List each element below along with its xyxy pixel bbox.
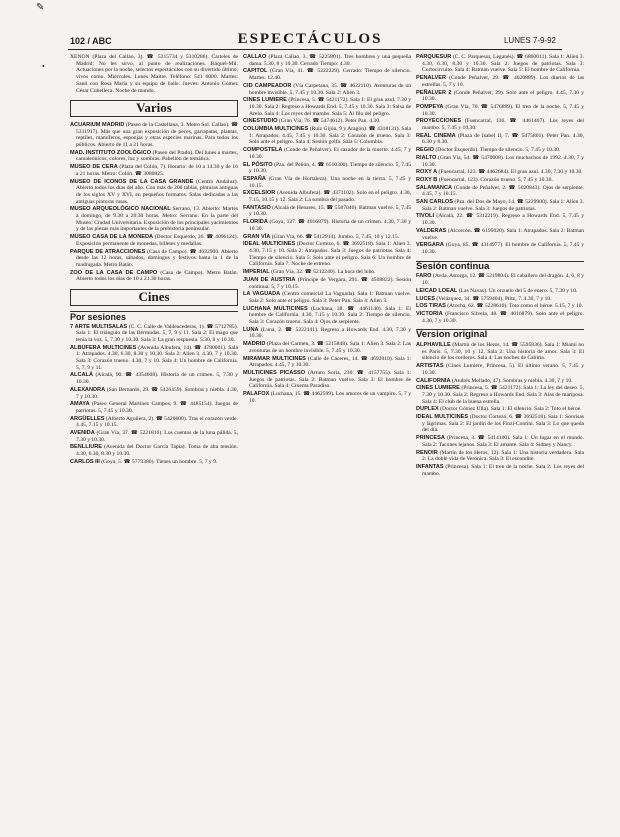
listing-details: (Gran Vía, 54. ☎ 5470008). Los muchachos de 1992. 4.30, 7 y 10.30. [422, 154, 584, 168]
listing-entry [70, 372, 238, 385]
cines-list-3 [416, 54, 584, 256]
listing-entry [416, 54, 584, 74]
listing-entry [416, 311, 584, 324]
listing-name: VICTORIA [416, 310, 443, 317]
listing-entry [70, 459, 238, 466]
listing-entry [416, 75, 584, 88]
listing-entry [416, 464, 584, 477]
listing-details: (Doctor Esquerdo). Tiempo de silencio. 5, 7.45 y 10.30. [435, 147, 561, 154]
listing-name: CINESTUDIO [243, 118, 278, 125]
listing-name: REAL CINEMA [416, 132, 456, 139]
listing-entry [243, 147, 411, 160]
listing-details: (Alcalá de Henares, 15. ☎ 5587040). Batman vuelve. 5, 7.45 y 10.30. [249, 204, 411, 218]
listing-entry [416, 406, 584, 413]
listing-name: LOS TIRAS [416, 303, 446, 310]
listing-entry [416, 147, 584, 154]
listing-details: (Plaza del Colón, 7). Horario: de 10 a 14.30 y de 16 a 21 horas. Metro: Colón. ☎ 3080825. [76, 164, 238, 177]
listing-details: Serrano, 13. Abierto: Martes a domingo, de 9.30 a 20.30 horas. Metro: Serrano. En la parte del Museo: Ciudad Universitaria. Exposición de los principales yacimientos y de las piezas más importantes de la prehistoria peninsular. [76, 206, 238, 233]
listing-name: JUAN DE AUSTRIA [243, 276, 296, 283]
listing-entry [70, 206, 238, 233]
original-list [416, 342, 584, 477]
listing-details: (Alcalá, 90. ☎ 4354608). Historia de un crimen. 5, 7.30 y 10.30. [76, 372, 238, 386]
listing-details: (Plaza de Isabel II, 7. ☎ 5475801). Peter Pan. 4.30, 6.30 y 8.30. [422, 132, 584, 146]
listing-entry [416, 414, 584, 434]
page-number: 102 / ABC [70, 36, 112, 46]
listing-name: PEÑALVER 2 [416, 89, 452, 96]
listing-name: CAPITOL [243, 68, 268, 75]
listing-details: (Centro Andaluz). Abierto todos los días del año. Con más de 200 tablas, pinturas antiguas de los siglos XV y XVI, en pequeños formatos. Salas dedicadas a las antiguas pinturas rusas. [76, 178, 238, 205]
listing-name: LUCES [416, 295, 435, 302]
listing-name: POMPEYA [416, 103, 444, 110]
listing-entry [243, 97, 411, 117]
cines-list-1 [70, 324, 238, 466]
listing-details: (Gran Vía, 70. ☎ 5476899). El tren de la noche. 5, 7.45 y 10.30. [422, 103, 584, 117]
listing-entry [416, 199, 584, 212]
listing-entry [416, 385, 584, 405]
listing-name: LUCHANA MULTICINES [243, 305, 308, 312]
listing-name: COLUMBIA MULTICINES [243, 126, 309, 133]
listing-name: IDEAL MULTICINES [243, 241, 296, 248]
listing-name: MADRID [243, 341, 266, 348]
listing-name: MAD. INSTITUTO ZOOLÓGICO [70, 149, 152, 156]
column-1 [70, 54, 238, 467]
listing-entry [70, 387, 238, 400]
listing-entry [243, 391, 411, 404]
listing-details: (Gran Vía, 66. ☎ 5412914). Jumbo. 5, 7.45, 10 y 12.15. [271, 233, 400, 240]
listing-details: (Princesa, 3. ☎ 5414100). Sala 1: Un lugar en el mundo. Sala 2: Tacones lejanos. Sala 3: El amante. Sala 4: Sidney y Nancy. [422, 435, 585, 448]
listing-details: (Gran Vía de Hortaleza). Una noche en la tierra. 5, 7.45 y 10.15. [249, 175, 411, 189]
listing-entry [243, 54, 411, 67]
listing-name: REGIO [416, 147, 435, 154]
listing-name: EXCELSIOR [243, 190, 276, 197]
listing-details: (Pza. del Dos de Mayo, 14. ☎ 5229900). Sala 1: Alien 3. Sala 2: Batman vuelve. Sala 3: Juegos de patriotas. [422, 199, 584, 212]
listing-details: (Conde Peñalver, 29). Solo ante el peligro. 4.45, 7.30 y 10.30. [422, 89, 584, 103]
listing-entry [416, 363, 584, 376]
listing-name: ROXY B [416, 176, 438, 183]
listing-details: (C. C. Parquesur, Leganés). ☎ 6860011). Sala 1: Alien 3. 4.30, 6.30, 8.30 y 10.30. Sala 2: Juegos de patriotas. Sala 3: Cortocircuito. Sala 4: Batman vuelve. Sala 5: El hombre de California. [422, 54, 584, 74]
listing-name: CARLOS III [70, 458, 100, 465]
listing-name: CINES LUMIERE [243, 97, 287, 104]
listing-details: (Princesa, 5. ☎ 5421172). Sala 1: La ley del deseo. 5, 7.30 y 10.30. Sala 2: Regreso a Howards End. Sala 3: Alas de mariposa. Sala 4: El club de la buena estrella. [422, 385, 584, 405]
listing-entry [243, 68, 411, 81]
cines-heading: Cines [70, 289, 238, 306]
listing-details: (Fuencarral, 123. ☎ 4462684). El gran azul. 4.30, 7.30 y 10.30. [438, 169, 583, 176]
listing-entry [416, 228, 584, 241]
listing-details: (Atocha, 62. ☎ 5228610). Toto como el héroe. 5.15, 7 y 10. [447, 303, 583, 310]
listing-entry [243, 176, 411, 189]
listing-details: (Gran Vía, 32. ☎ 5212240). La hora del lobo. [271, 269, 376, 276]
listing-name: COMPOSTELA [243, 147, 283, 154]
listing-entry [243, 118, 411, 125]
listing-entry [416, 242, 584, 255]
listing-entry [416, 342, 584, 362]
listing-details: (Pza. del Peñón, 4. ☎ 6510300). Tiempo de silencio. 5, 7.45 y 10.30. [249, 161, 411, 175]
listing-name: PROYECCIONES [416, 118, 462, 125]
listing-entry [243, 269, 411, 276]
listing-entry [243, 234, 411, 241]
listing-name: MUSEO DE ICONOS DE LA CASA GRANDE [70, 178, 194, 185]
column-2 [243, 54, 411, 405]
listing-name: PENALVER [416, 75, 447, 82]
listing-details: (Arturo Soria, 230. ☎ 4157755). Sala 1: Juegos de patriotas. Sala 2: Batman vuelve. Sala 3: El hombre de California. Sala 4: Cinema Paradiso. [249, 369, 412, 390]
listing-entry [416, 169, 584, 176]
listing-name: CALLAO [243, 54, 267, 60]
listing-name: 7 ARTE MULTISALAS [70, 323, 128, 330]
listing-name: ALBUFERA MULTICINES [70, 344, 137, 351]
listing-name: ROXY A [416, 169, 438, 176]
listing-details: (Goya, 127. ☎ 4016879). Historia de un crimen. 4.30, 7.30 y 10.30. [249, 219, 411, 232]
listing-name: CALIFORNIA [416, 377, 451, 384]
listing-name: ZOO DE LA CASA DE CAMPO [70, 269, 158, 276]
listing-entry [416, 213, 584, 226]
listing-name: MULTICINES PICASSO [243, 369, 306, 376]
listing-details: (Doctor Cortezo, 6. ☎ 3692518). Sala 1: Sonrisas y lágrimas. Sala 2: El jardín de los Finzi-Contini. Sala 3: Lo que queda del día. [422, 414, 584, 434]
listing-details: (Alcorcón. ☎ 6195020). Sala 1: Atrapados. Sala 2: Batman vuelve. [422, 227, 584, 241]
listing-name: ARGÜELLES [70, 415, 105, 422]
listing-entry [70, 345, 238, 372]
listing-name: AMAYA [70, 401, 90, 408]
listing-details: (Avda. Astorga, 12. ☎ 5219804). El caballero del dragón. 4, 6, 8 y 10. [422, 273, 584, 287]
listing-entry [70, 234, 238, 247]
listing-name: FARO [416, 273, 432, 280]
listing-details: (Goya, 5. ☎ 5773380). Tienes un hombre. 5, 7 y 9. [101, 458, 218, 465]
listing-name: PARQUE DE ATRACCIONES [70, 248, 146, 255]
listing-name: PRINCESA [416, 435, 445, 442]
listing-entry [416, 296, 584, 303]
listing-details: (Vía Carpetana, 35. ☎ 4622110). Aventuras de un hombre invisible. 5, 7.45 y 10.30. Sala 2: Alien 3. [249, 82, 412, 96]
listing-entry [243, 370, 411, 390]
listing-entry [70, 179, 238, 206]
listing-entry [70, 122, 238, 149]
listing-details: (Gran Vía, 76. ☎ 5474612). Peter Pan. 4.30. [278, 118, 381, 125]
listing-entry [416, 133, 584, 146]
listing-details: (Avenida del Doctor García Tapia). Toma de alta tensión. 4.30, 6.30, 8.30 y 10.30. [76, 444, 238, 458]
listing-details: (Avenida Albufera, 14). ☎ 4780001). Sala 1: Atrapados. 4.30, 6.30, 8.30 y 10.30. Sala 2: Alien 3. 4.30, 7 y 10.30. Sala 3: Corazón trueno. 4.30, 7 y 10. Sala 4: Un hombre de California. 5, 7, 9 y 11. [76, 344, 238, 371]
listing-details: (Doctor Cortezo, 6. ☎ 3692518). Sala 1: Alien 3. 4.30, 7.15 y 10. Sala 2: Atrapados. Sala 3: Juegos de patriotas. Sala 4: Tiempo de silencio. Sala 5: Solo ante el peligro. Sala 6: Un hombre de California. Sala 7: Noche de estreno. [249, 241, 411, 268]
listing-entry [243, 219, 411, 232]
listing-name: INFANTAS [416, 463, 444, 470]
listing-name: ACUARIUM MADRID [70, 121, 125, 128]
section-title: ESPECTÁCULOS [237, 31, 383, 47]
listing-entry [416, 450, 584, 463]
listing-name: DUPLEX [416, 406, 439, 413]
listing-details: (Príncipe de Vergara, 291. ☎ 4508822). Sesión continua: 5, 7 y 10.15. [249, 276, 412, 290]
listing-name: PALAFOX [243, 391, 270, 398]
listing-entry [416, 185, 584, 198]
listing-details: (Paseo General Martínez Campos, 9. ☎ 4485154). Juegos de patriotas. 5, 7.45 y 10.30. [76, 401, 238, 414]
listing-details: (San Bernardo, 29. ☎ 5426459). Sombras y niebla. 4.30, 7 y 10.30. [76, 386, 238, 400]
listing-name: ALPHAVILLE [416, 342, 451, 349]
listing-entry [70, 249, 238, 269]
listing-name: LA VAGUADA [243, 291, 281, 298]
listing-details: (Doctor Esquerdo, 36. ☎ 4096124). Exposición permanente de monedas, billetes y medallas. [76, 234, 238, 247]
listing-details: (Ruiz Gijón, 9 y Aragón). ☎ 4318131). Sala 1: Atrapados. 4.45, 7.45 y 10.30. Sala 2: Corazón de trueno. Sala 3: Solo ante el peligro. Sala 4: Sesión golfa. Sala 5: Columbia. [249, 126, 411, 146]
listing-name: LEICAD LOEAL [416, 287, 458, 294]
listing-entry [70, 164, 238, 177]
listing-details: (Paseo de la Castellana, 3. Metro Sol. Callao). ☎ 5311917). Más que una gran exposición de peces, garrapatas, plantas, reptiles, mamíferos, esponjas y otras especies marinas. Para todos los públicos. Abierto de 11 a 21 horas. [76, 121, 238, 149]
column-3 [416, 54, 584, 478]
listing-details: (Francisco Silvela, 48. ☎ 4016879). Solo ante el peligro. 4.30, 7 y 10.30. [422, 310, 584, 324]
listing-entry [70, 401, 238, 414]
listing-entry [243, 356, 411, 369]
listing-details: (Princesa). Sala 1: El tren de la noche. Sala 2: Los reyes del mambo. [422, 463, 584, 477]
listing-entry [243, 341, 411, 354]
listing-name: IMPERIAL [243, 269, 270, 276]
cines-list-2 [243, 54, 411, 404]
listing-entry [416, 273, 584, 286]
listing-entry [70, 150, 238, 163]
listing-details: (Avenida Albufera). ☎ 4371102). Solo en el peligro. 4.30, 7.15, 10.15 y 12. Sala 2: La sombra del pasado. [249, 190, 411, 204]
listing-name: TIVOLI [416, 213, 435, 220]
listing-entry [70, 430, 238, 443]
listing-details: (Cines Lumiere, Princesa, 5). El último verano. 5, 7.45 y 10.30. [422, 363, 584, 376]
header-rule [68, 49, 562, 50]
listing-details: (Casa de Campo). ☎ 4632900. Abierto desde las 12 horas, sábados, domingos y festivos hasta la 1 de la madrugada. Metro Batán. [76, 248, 239, 268]
listing-details: (Gran Vía, 41. ☎ 5222229). Cerrado: Tiempo de silencio. Martes. 12.40. [249, 68, 411, 82]
listing-name: RIALTO [416, 154, 437, 161]
listing-details: (Plaza del Carmen, 3. ☎ 5215848). Sala 1: Alien 3. Sala 2: Las aventuras de un hombre invisible. 5, 7.45 y 10.30. [249, 341, 411, 354]
listing-entry [70, 324, 238, 344]
listing-details: (Gran Vía, 37. ☎ 5221816). Los cuentos de la luna pálida. 5, 7.30 y 10.30. [76, 430, 238, 443]
listing-name: VALDERAS [416, 227, 447, 234]
listing-entry [243, 306, 411, 326]
listing-entry [243, 205, 411, 218]
listing-details: (C. C. Calle de Valdeacederas, 1). ☎ 5712785). Sala 1: El triángulo de las Bermudas. 5, 7, 9 y 11. Sala 2: El mago que tenía la voz. 5, 7.30 y 10.30. Sala 3: La gran respuesta. 5.30, 8 y 10.30. [76, 323, 238, 343]
margin-mark: • [42, 62, 45, 71]
listing-name: EL PÓSITO [243, 161, 273, 168]
listing-details: (Fuencarral, 136. ☎ 4461467). Los reyes del mambo. 5, 7.45 y 10.30. [422, 118, 584, 132]
listing-name: PARQUESUR [416, 54, 452, 60]
listing-entry [416, 303, 584, 310]
page-date: LUNES 7-9-92 [503, 36, 556, 45]
listing-details: (Martín de los Heros, 12). Sala 1: Una historia verdadera. Sala 2: La doble vida de Verónica. Sala 3: El escondite. [422, 449, 584, 463]
listing-details: (Conde Peñalver, 29. ☎ 4020889). Los diarios de las estrellas. 5, 7 y 10. [422, 75, 584, 88]
listing-details: (Fuencarral, 123). Corazón trueno. 5, 7.45 y 10.30. [438, 176, 553, 183]
listing-entry [70, 416, 238, 429]
listing-details: (Plaza Callao, 3. ☎ 5225801). Tres hombres y una pequeña dama. 5.30, 8 y 10.30. Cerrado Tiempo: 4.30. [249, 54, 411, 67]
listing-entry [416, 118, 584, 131]
listing-name: FANTASIO [243, 204, 271, 211]
listing-entry [243, 190, 411, 203]
listing-details: (Calle de Cáceres, 14. ☎ 4692010). Sala 1: Atrapados. 4.45, 7 y 10.30. [249, 355, 411, 369]
listing-name: MIRAMAR MULTICINES [243, 355, 306, 362]
listing-details: (Alcalá, 22. ☎ 5312219). Regreso a Howards End. 5, 7.45 y 10.30. [422, 213, 584, 227]
listing-entry [416, 378, 584, 385]
listing-name: SALAMANCA [416, 184, 453, 191]
listing-name: RENOIR [416, 449, 438, 456]
listing-name: ALEXANDRA [70, 386, 106, 393]
listing-entry [416, 155, 584, 168]
listing-entry [416, 435, 584, 448]
listing-name: AVENIDA [70, 430, 95, 437]
listing-name: MUSEO DE CERA [70, 164, 118, 171]
varios-heading: Varios [70, 100, 238, 117]
listing-name: CID CAMPEADOR [243, 82, 292, 89]
listing-name: VERGARA [416, 242, 444, 249]
listing-name: BENLLIURE [70, 444, 103, 451]
listing-details: (Las Navas). Un orzuelo del 5 de enero. 5, 7.30 y 10. [458, 287, 578, 294]
listing-details: (Doctor Gómez Ulla). Sala 1: El silencio. Sala 2: Toto el héroe. [440, 406, 582, 413]
listing-name: SAN CARLOS [416, 199, 453, 206]
listing-entry [243, 83, 411, 96]
listing-details: (Alberto Aguilera, 2). ☎ 5420600). Tras el corazón verde. 4.45, 7.15 y 10.15. [76, 415, 238, 429]
listing-entry [416, 177, 584, 184]
continua-list [416, 273, 584, 324]
listing-entry [416, 90, 584, 103]
listing-details: (Luchana, 38. ☎ 4461140). Sala 1: El hombre de California. 4.30, 7.15 y 10.30. Sala 2: Tiempo de silencio. Sala 3: Corazón trueno. Sala 4: Ojos de serpiente. [249, 305, 411, 326]
listing-details: (Martín de los Heros, 14. ☎ 5595836). Sala 1: Miami no es París. 5, 7.30, 10 y 12. Sala 2: Una historia de amor. Sala 3: El silencio de los corderos. Sala 4: Las noches de Cabiria. [422, 342, 584, 362]
sesion-continua-heading: Sesión continua [416, 261, 584, 271]
corner-mark: ✎ [36, 2, 45, 13]
listing-details: (Velázquez, 34. ☎ 5759404). Ptitz, 7. 4.30, 7 y 10. [436, 295, 552, 302]
listing-entry [416, 104, 584, 117]
listing-details: (Conde de Peñalver, 2. ☎ 5020843). Ojos de serpiente. 4.45, 7 y 10.15. [422, 184, 584, 198]
listing-details: (Centro comercial La Vaguada). Sala 1: Batman vuelve. Sala 2: Solo ante el peligro. Sala 3: Peter Pan. Sala 4: Alien 3. [249, 291, 411, 304]
listing-name: IDEAL MULTICINES [416, 414, 469, 421]
listing-details: (Luchana, 15. ☎ 4462599). Los amores de un vampiro. 5, 7 y 10. [249, 391, 411, 404]
listing-name: LUNA [243, 326, 259, 333]
listing-entry [243, 241, 411, 268]
listing-entry [243, 126, 411, 146]
listing-details: (Andrés Mellado, 47). Sombras y niebla. 4.30, 7 y 10. [451, 377, 573, 384]
listing-name: ARTISTAS [416, 363, 444, 370]
listing-entry [70, 54, 238, 94]
listing-name: CINES LUMIERE [416, 385, 460, 392]
version-original-heading: Version original [416, 329, 584, 339]
listing-name: ESPAÑA [243, 175, 266, 182]
listing-entry [70, 444, 238, 457]
listing-entry [243, 277, 411, 290]
listing-entry [70, 270, 238, 283]
listing-entry [243, 291, 411, 304]
listing-details: (Casa de Campo). Metro Batán. Abierto todos los días de 10 a 21.30 horas. [76, 269, 238, 283]
listing-name: MUSEO ARQUEOLÓGICO NACIONAL [70, 206, 171, 213]
listing-details: (Princesa, 5. ☎ 5421172). Sala 1: El gran azul. 7.30 y 10.30. Sala 2: Regreso a Howards End. 5, 7.45 y 10.30. Sala 3: Salsa de Arelo. Sala 4: Los reyes del mambo. Sala 5: Al filo del peligro. [249, 97, 412, 117]
listing-entry [243, 162, 411, 175]
listing-details: (Luna, 2. ☎ 5222141). Regreso a Howards End. 4.30, 7.30 y 10.30. [249, 326, 411, 340]
listing-details: (Conde de Peñalver). El cazador de la muerte. 4.45, 7 y 10.30. [249, 147, 411, 160]
listing-name: GRAN VÍA [243, 233, 271, 240]
por-sesiones-heading: Por sesiones [70, 311, 238, 321]
listing-name: FLORIDA [243, 219, 268, 226]
listing-details: XENON (Plaza del Callao, 3). ☎ 5315734 y 5310286). Carteles de Madrid: No les sirvo, al punto de realizaciones. Ráquel-Mil. Actuaciones por la noche, selectos espectáculos con su divertido último, vivos como. Miércoles. Lunes Maitre. Teléfono: 541 6000. Martes: Santi con Rosa María y su equipo de baile. Jueves: Antonio Gómez César Cubelleca. Noche de mundo. [70, 54, 238, 94]
listing-details: (Goya, 85. ☎ 4314977). El hombre de California. 5, 7.45 y 10.30. [422, 242, 585, 255]
listing-entry [416, 288, 584, 295]
listing-name: ALCALÁ [70, 372, 93, 379]
page-header [0, 0, 620, 46]
listing-entry [243, 327, 411, 340]
varios-list [70, 122, 238, 283]
listing-details: (Paseo del Prado). Del lunes a martes, camaleónicos, colores, luz y sombras. Pabellón de temática. [76, 149, 238, 163]
listing-name: MUSEO CASA DE LA MONEDA [70, 234, 154, 241]
intro-list [70, 54, 238, 94]
